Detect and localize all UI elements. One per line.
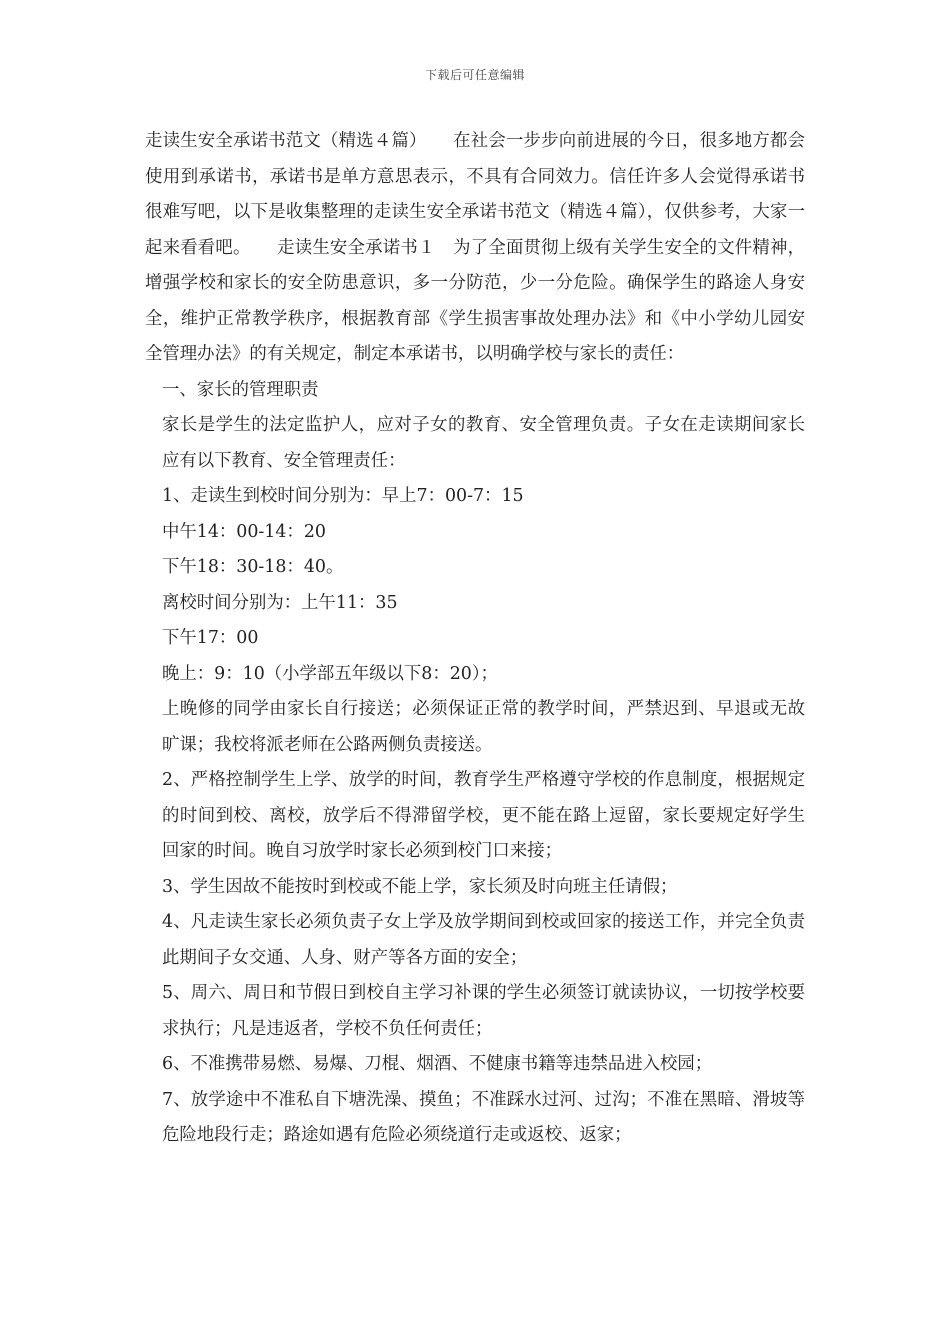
item-5: 5、周六、周日和节假日到校自主学习补课的学生必须签订就读协议，一切按学校要求执行；凡是违返者，学校不负任何责任；: [162, 983, 805, 1039]
arrival-afternoon: 下午18：30-18：40。: [162, 557, 344, 577]
departure-evening: 晚上：9：10（小学部五年级以下8：20）；: [162, 663, 498, 684]
item-7: 7、放学途中不准私自下塘洗澡、摸鱼；不准踩水过河、过沟；不准在黑暗、滑坡等危险地段行走；路途如遇有危险必须绕道行走或返校、返家；: [162, 1089, 805, 1145]
document-body: [145, 124, 805, 1154]
departure-afternoon: 下午17：00: [162, 628, 259, 648]
page-header: 下载后可任意编辑: [424, 68, 525, 82]
item-1-arrival-time: 1、走读生到校时间分别为：早上7：00-7：15: [162, 486, 524, 506]
item-6: 6、不准携带易燃、易爆、刀棍、烟酒、不健康书籍等违禁品进入校园；: [162, 1054, 713, 1074]
item-4: 4、凡走读生家长必须负责子女上学及放学期间到校或回家的接送工作，并完全负责此期间子女交通、人身、财产等各方面的安全；: [162, 912, 805, 968]
arrival-noon: 中午14：00-14：20: [162, 521, 326, 542]
item-3: 3、学生因故不能按时到校或不能上学，家长须及时向班主任请假；: [162, 876, 678, 897]
intro-paragraph: 走读生安全承诺书范文（精选４篇） 在社会一步步向前进展的今日，很多地方都会使用到承诺书，承诺书是单方意思表示，不具有合同效力。信任许多人会觉得承诺书很难写吧，以下是收集整理的走读生安全承诺书范文（精选４篇），仅供参考，大家一起来看看吧。 走读生安全承诺书１ 为了全面贯彻上级有关学生安全的文件精神，增强学校和家长的安全防患意识，多一分防范，少一分危险。确保学生的路途人身安全，维护正常教学秩序，根据教育部《学生损害事故处理办法》和《中小学幼儿园安全管理办法》的有关规定，制定本承诺书，以明确学校与家长的责任：: [145, 131, 805, 364]
section-heading-parent-duties: 一、家长的管理职责: [162, 379, 319, 400]
paragraph-guardian: 家长是学生的法定监护人，应对子女的教育、安全管理负责。子女在走读期间家长应有以下教育、安全管理责任：: [162, 415, 805, 471]
departure-time: 离校时间分别为：上午11：35: [162, 592, 398, 613]
paragraph-evening-study: 上晚修的同学由家长自行接送；必须保证正常的教学时间，严禁迟到、早退或无故旷课；我校将派老师在公路两侧负责接送。: [162, 699, 805, 755]
item-2: 2、严格控制学生上学、放学的时间，教育学生严格遵守学校的作息制度，根据规定的时间到校、离校，放学后不得滞留学校，更不能在路上逗留，家长要规定好学生回家的时间。晚自习放学时家长必须到校门口来接；: [162, 770, 805, 861]
